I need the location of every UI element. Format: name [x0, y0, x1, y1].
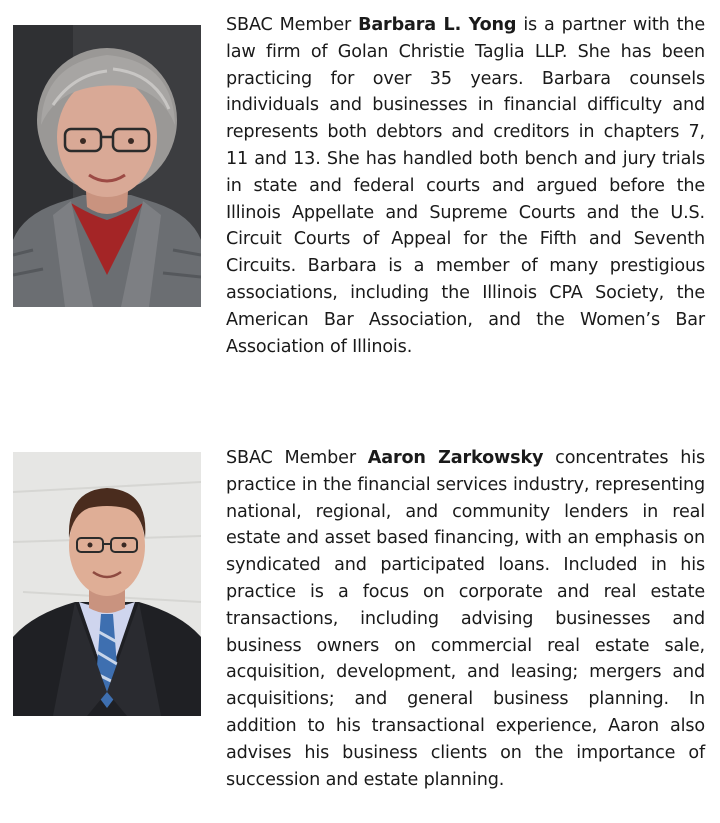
bio-prefix: SBAC Member	[226, 448, 368, 468]
bio-paragraph	[226, 12, 705, 360]
profile-aaron-zarkowsky	[0, 440, 720, 823]
bio-paragraph	[226, 445, 705, 793]
profile-barbara-yong	[0, 0, 720, 400]
bio-text: is a partner with the law firm of Golan Christie Taglia LLP. She has been practicing for over 35 years. Barbara counsels individuals and businesses in financial difficulty and represents both debtors and creditors in chapters 7, 11 and 13. She has handled both bench and jury trials in state and federal courts and argued before the Illinois Appellate and Supreme Courts and the U.S. Circuit Courts of Appeal for the Fifth and Seventh Circuits. Barbara is a member of many prestigious associations, including the Illinois CPA Society, the American Bar Association, and the Women’s Bar Association of Illinois.	[226, 15, 705, 357]
bio-text: concentrates his practice in the financial services industry, representing national, regional, and community lenders in real estate and asset based financing, with an emphasis on syndicated and participated loans. Included in his practice is a focus on corporate and real estate transactions, including advising businesses and business owners on commercial real estate sale, acquisition, development, and leasing; mergers and acquisitions; and general business planning. In addition to his transactional experience, Aaron also advises his business clients on the importance of succession and estate planning.	[226, 448, 705, 790]
portrait-photo-aaron	[13, 452, 201, 716]
member-name: Aaron Zarkowsky	[367, 448, 544, 468]
member-name: Barbara L. Yong	[358, 15, 517, 35]
bio-prefix: SBAC Member	[226, 15, 359, 35]
portrait-photo-barbara	[13, 25, 201, 307]
